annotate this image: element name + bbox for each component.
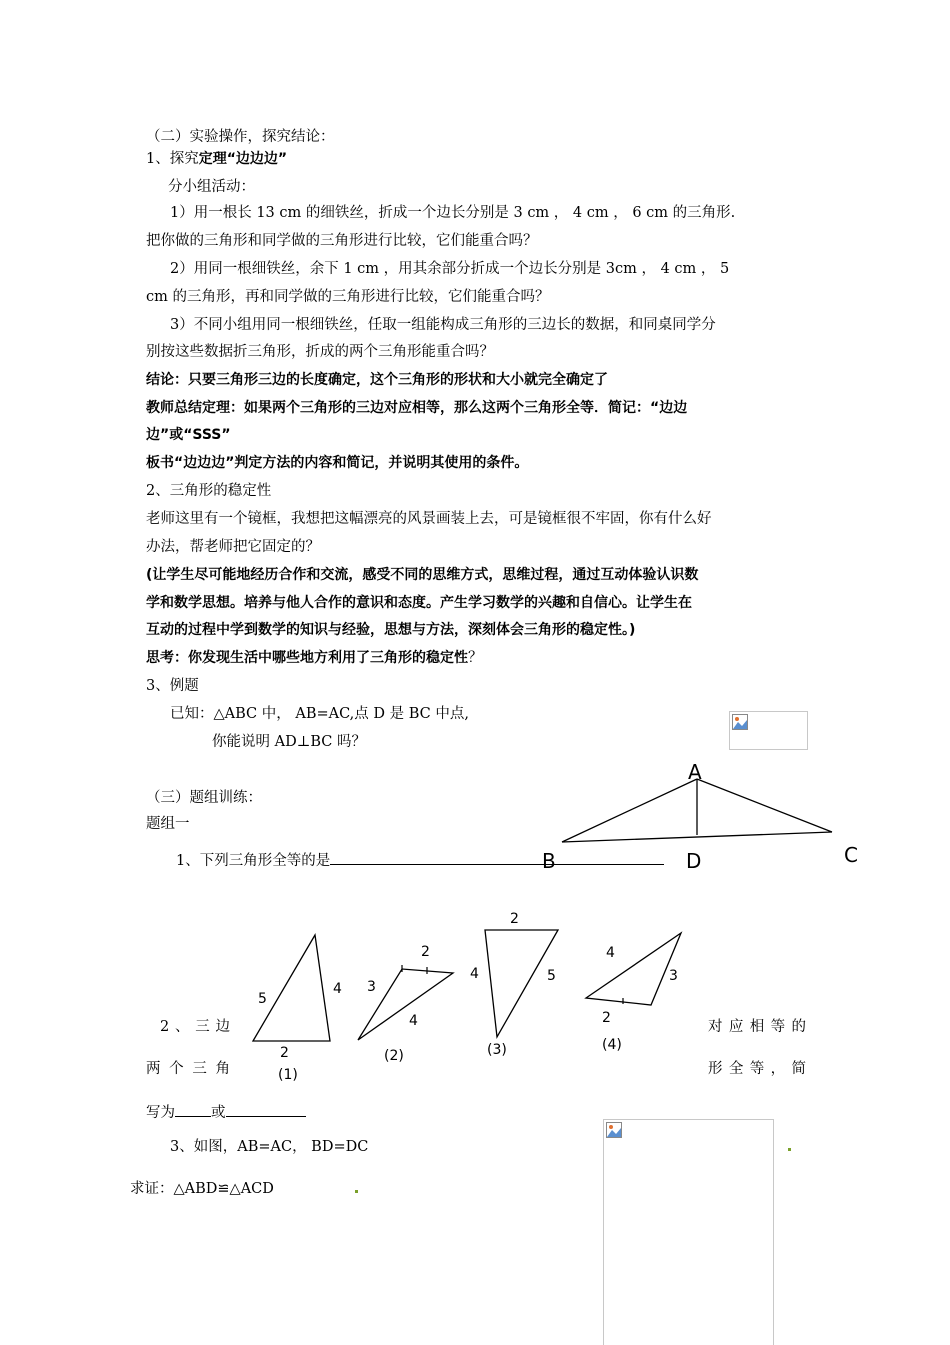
item1-bold: 定理“边边边”: [198, 151, 288, 167]
q2-part5: 写为: [146, 1105, 175, 1121]
tri2-caption: (2): [384, 1048, 404, 1064]
example-line1: 已知：△ABC 中， AB=AC,点 D 是 BC 中点,: [170, 706, 469, 722]
prove-text: 求证：△ABD≌△ACD: [130, 1181, 274, 1197]
tri3-side-left: 4: [470, 966, 479, 982]
q2-part4: 形全等，简: [708, 1061, 806, 1077]
item2-title: 2、三角形的稳定性: [146, 483, 272, 499]
tri1-caption: (1): [278, 1067, 298, 1083]
label-c: C: [844, 843, 858, 867]
broken-image-icon: [606, 1122, 622, 1138]
frame-line1: 老师这里有一个镜框，我想把这幅漂亮的风景画装上去，可是镜框很不牢固，你有什么好: [146, 511, 712, 527]
image-placeholder: [603, 1119, 774, 1345]
note-line2: 学和数学思想。培养与他人合作的意识和态度。产生学习数学的兴趣和自信心。让学生在: [146, 595, 692, 611]
think-question-mark: ？: [468, 650, 483, 666]
q2-last-line: [146, 1100, 306, 1123]
tri2-side-left: 3: [367, 979, 376, 995]
tri1-side-left: 5: [258, 991, 267, 1007]
frame-line2: 办法，帮老师把它固定的？: [146, 539, 320, 555]
board-note: 板书“边边边”判定方法的内容和简记，并说明其使用的条件。: [146, 455, 529, 471]
label-d: D: [686, 849, 702, 873]
teacher-line2: 边”或“SSS”: [146, 427, 231, 443]
tri4-side-bottom: 2: [602, 1010, 611, 1026]
q3-line1: 3）不同小组用同一根细铁丝，任取一组能构成三角形的三边长的数据，和同桌同学分: [170, 317, 716, 333]
marker-dot: [788, 1148, 791, 1151]
q2-answer-blank-1[interactable]: [175, 1100, 211, 1117]
q2-line1: 2）用同一根细铁丝，余下 1 cm ，用其余部分折成一个边长分别是 3cm ， 4 cm ， 5: [170, 261, 730, 277]
item3-title: 3、例题: [146, 678, 199, 694]
label-a: A: [688, 760, 702, 784]
tri3-caption: (3): [487, 1042, 507, 1058]
note-line3: 互动的过程中学到数学的知识与经验，思想与方法，深刻体会三角形的稳定性。): [146, 622, 636, 638]
section3-heading: （三）题组训练：: [146, 790, 262, 806]
q2-or: 或: [211, 1105, 226, 1121]
tri4-side-left: 4: [606, 945, 615, 961]
q1-line1: 1）用一根长 13 cm 的细铁丝，折成一个边长分别是 3 cm ， 4 cm ， 6 cm 的三角形.: [170, 205, 736, 221]
note-line1: (让学生尽可能地经历合作和交流，感受不同的思维方式，思维过程，通过互动体验认识数: [146, 567, 699, 583]
teacher-line1: 教师总结定理：如果两个三角形的三边对应相等，那么这两个三角形全等．简记：“边边: [146, 400, 688, 416]
tri1-side-right: 4: [333, 981, 342, 997]
triangle-1: [253, 935, 330, 1041]
tri2-side-top: 2: [421, 944, 430, 960]
example-line2: 你能说明 AD⊥BC 吗？: [212, 734, 366, 750]
q2-part2: 对应相等的: [708, 1019, 806, 1035]
label-b: B: [542, 849, 556, 873]
q2-line2: cm 的三角形，再和同学做的三角形进行比较，它们能重合吗？: [146, 289, 550, 305]
think-bold: 思考：你发现生活中哪些地方利用了三角形的稳定性: [146, 650, 468, 666]
tri2-side-bottom: 4: [409, 1013, 418, 1029]
tri4-caption: (4): [602, 1037, 622, 1053]
tri1-side-bottom: 2: [280, 1045, 289, 1061]
triangle-4: [586, 933, 681, 1005]
tri4-side-right: 3: [669, 968, 678, 984]
q1-line2: 把你做的三角形和同学做的三角形进行比较，它们能重合吗？: [146, 233, 538, 249]
tri3-side-top: 2: [510, 911, 519, 927]
section2-heading: （二）实验操作，探究结论：: [146, 129, 335, 145]
q3-text: 3、如图，AB=AC， BD=DC: [170, 1139, 369, 1155]
q2-part1: 2、三边: [160, 1019, 230, 1035]
item1-prefix: 1、探究: [146, 151, 199, 167]
marker-dot: [355, 1190, 358, 1193]
conclusion: 结论：只要三角形三边的长度确定，这个三角形的形状和大小就完全确定了: [146, 372, 608, 388]
group-activity: 分小组活动：: [168, 179, 255, 195]
group1-title: 题组一: [146, 816, 190, 832]
q2-answer-blank-2[interactable]: [226, 1100, 306, 1117]
tri3-side-right: 5: [547, 968, 556, 984]
q1-text: 1、下列三角形全等的是: [176, 853, 331, 869]
q2-part3: 两个三角: [146, 1061, 230, 1077]
q3-line2: 别按这些数据折三角形，折成的两个三角形能重合吗？: [146, 344, 494, 360]
